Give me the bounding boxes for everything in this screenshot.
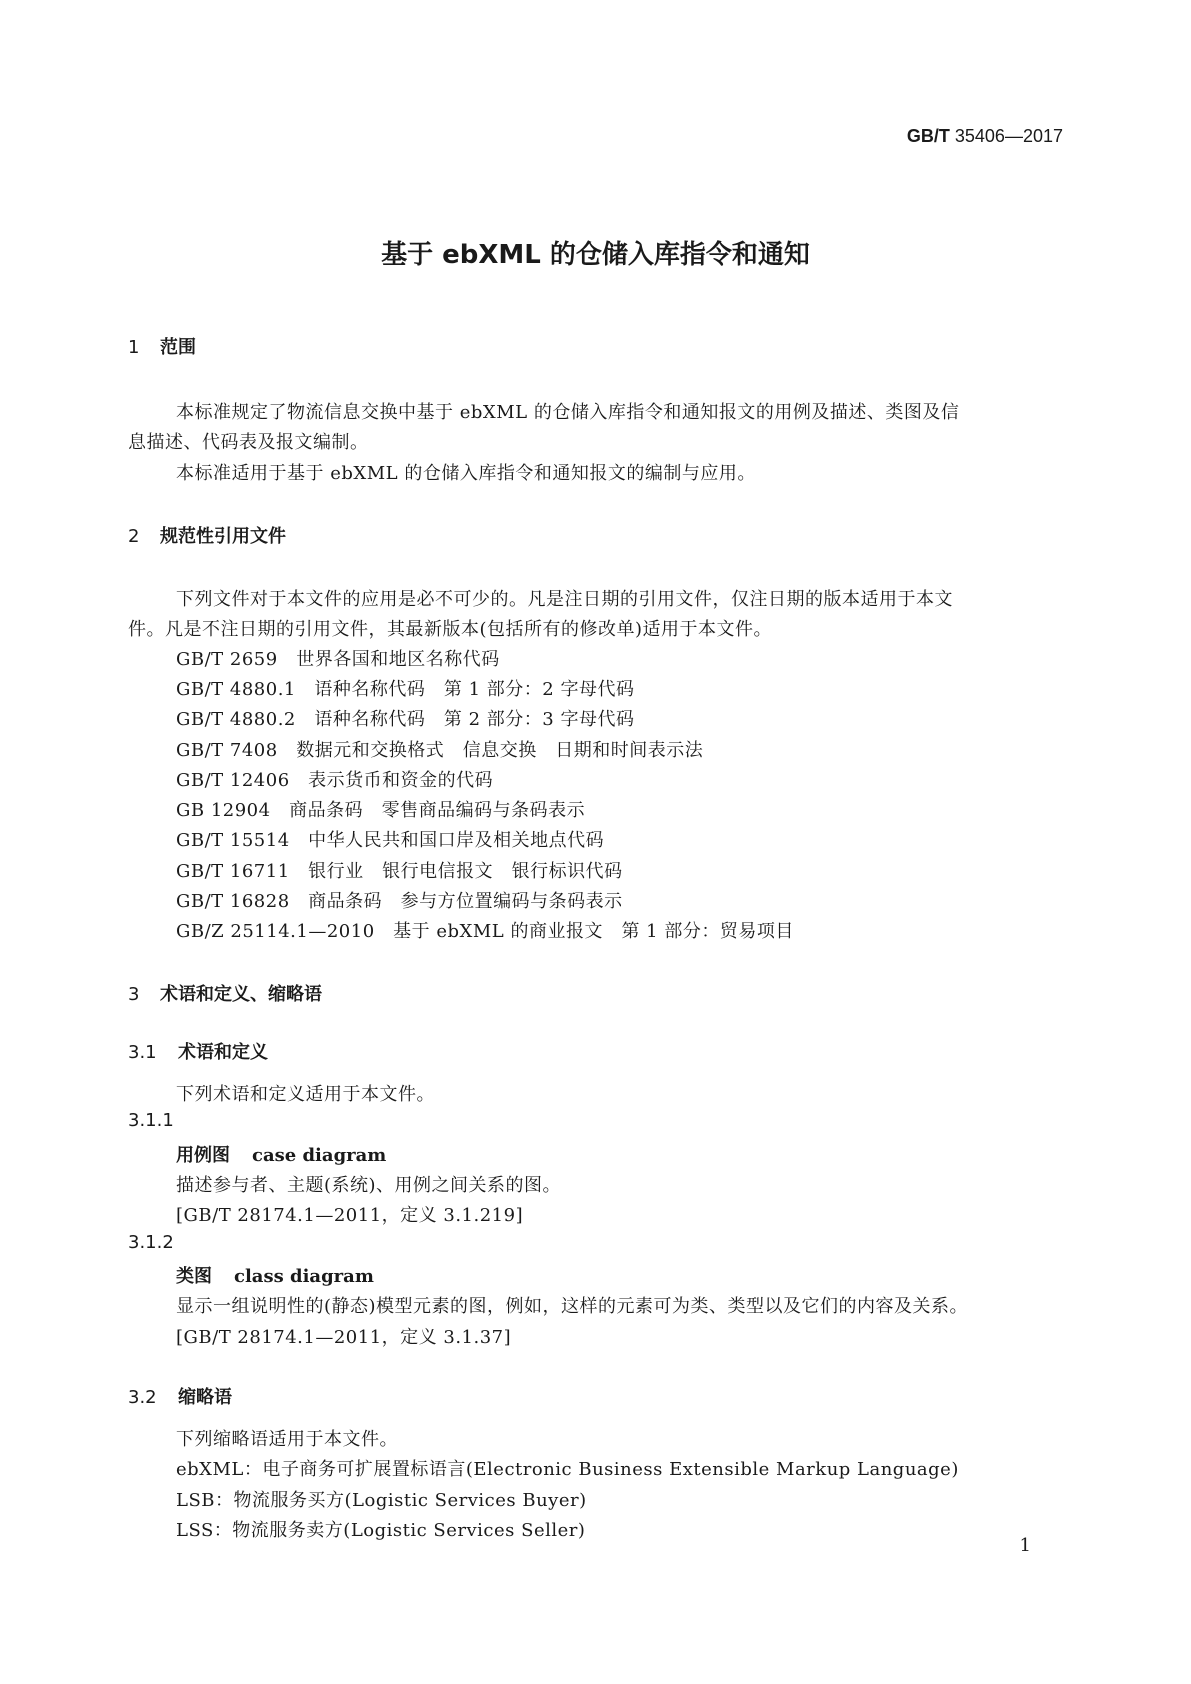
reference-item: GB/T 12406 表示货币和资金的代码 [176, 770, 494, 791]
reference-item: GB/T 7408 数据元和交换格式 信息交换 日期和时间表示法 [176, 740, 704, 761]
section-title: 缩略语 [178, 1387, 232, 1408]
references-intro-line-2: 件。凡是不注日期的引用文件，其最新版本(包括所有的修改单)适用于本文件。 [128, 619, 773, 640]
references-intro-line-1: 下列文件对于本文件的应用是必不可少的。凡是注日期的引用文件，仅注日期的版本适用于本文 [176, 589, 953, 610]
reference-item: GB/Z 25114.1—2010 基于 ebXML 的商业报文 第 1 部分：贸易项目 [176, 921, 794, 942]
page-number: 1 [1019, 1535, 1031, 1556]
section-3-heading [128, 980, 322, 1006]
reference-item: GB/T 16711 银行业 银行电信报文 银行标识代码 [176, 861, 623, 882]
section-number: 1 [128, 337, 140, 358]
document-title: 基于 ebXML 的仓储入库指令和通知 [381, 240, 810, 270]
section-2-heading [128, 522, 286, 548]
document-code-number: 35406—2017 [954, 126, 1063, 146]
reference-item: GB 12904 商品条码 零售商品编码与条码表示 [176, 800, 586, 821]
section-3-2-heading [128, 1383, 232, 1409]
document-code-prefix: GB/T [906, 126, 950, 146]
term-en: class diagram [234, 1266, 374, 1287]
term-en: case diagram [252, 1145, 387, 1166]
terms-intro: 下列术语和定义适用于本文件。 [176, 1084, 435, 1105]
reference-item: GB/T 16828 商品条码 参与方位置编码与条码表示 [176, 891, 623, 912]
section-1-heading [128, 333, 196, 359]
term-zh: 类图 [176, 1266, 212, 1287]
abbreviations-intro: 下列缩略语适用于本文件。 [176, 1429, 398, 1450]
term-number: 3.1.2 [128, 1232, 174, 1253]
scope-paragraph-line-1: 本标准规定了物流信息交换中基于 ebXML 的仓储入库指令和通知报文的用例及描述、类图及信 [176, 402, 960, 423]
term-definition: 描述参与者、主题(系统)、用例之间关系的图。 [176, 1175, 562, 1196]
term-number: 3.1.1 [128, 1110, 174, 1131]
term-zh: 用例图 [176, 1145, 230, 1166]
abbreviation-item: LSB：物流服务买方(Logistic Services Buyer) [176, 1490, 587, 1511]
term-source: [GB/T 28174.1—2011，定义 3.1.37] [176, 1327, 512, 1348]
term-definition: 显示一组说明性的(静态)模型元素的图，例如，这样的元素可为类、类型以及它们的内容及关系。 [176, 1296, 969, 1317]
section-3-1-heading [128, 1038, 268, 1064]
section-number: 2 [128, 526, 140, 547]
abbreviation-item: ebXML：电子商务可扩展置标语言(Electronic Business Extensible Markup Language) [176, 1459, 959, 1480]
reference-item: GB/T 2659 世界各国和地区名称代码 [176, 649, 500, 670]
reference-item: GB/T 15514 中华人民共和国口岸及相关地点代码 [176, 830, 605, 851]
section-number: 3 [128, 984, 140, 1005]
scope-paragraph-line-2: 息描述、代码表及报文编制。 [128, 432, 369, 453]
reference-item: GB/T 4880.2 语种名称代码 第 2 部分：3 字母代码 [176, 709, 635, 730]
term-heading [176, 1141, 386, 1167]
section-title: 范围 [160, 337, 196, 358]
scope-paragraph-2: 本标准适用于基于 ebXML 的仓储入库指令和通知报文的编制与应用。 [176, 463, 756, 484]
term-source: [GB/T 28174.1—2011，定义 3.1.219] [176, 1205, 524, 1226]
section-number: 3.1 [128, 1042, 157, 1063]
section-title: 规范性引用文件 [160, 526, 286, 547]
term-heading [176, 1262, 374, 1288]
document-code [907, 126, 1063, 147]
section-title: 术语和定义 [178, 1042, 268, 1063]
abbreviation-item: LSS：物流服务卖方(Logistic Services Seller) [176, 1520, 586, 1541]
reference-item: GB/T 4880.1 语种名称代码 第 1 部分：2 字母代码 [176, 679, 635, 700]
section-number: 3.2 [128, 1387, 157, 1408]
section-title: 术语和定义、缩略语 [160, 984, 322, 1005]
